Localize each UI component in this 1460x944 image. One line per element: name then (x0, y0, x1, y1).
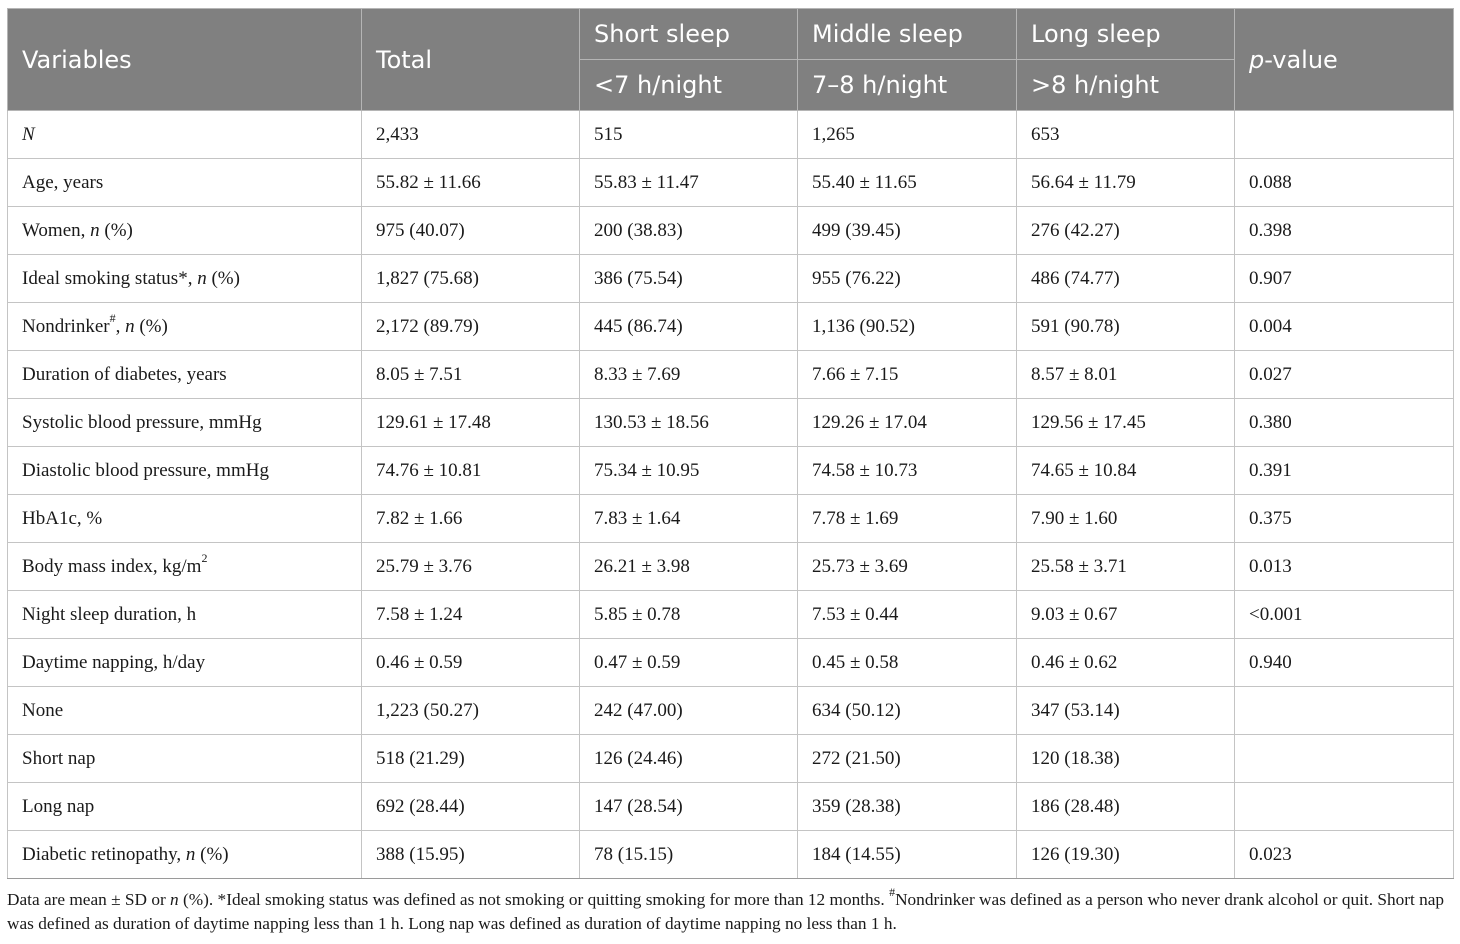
cell-middle-sleep: 499 (39.45) (798, 207, 1017, 255)
variable-post: (%) (99, 219, 133, 241)
footnote-part-2: (%). *Ideal smoking status was defined as not smoking or quitting smoking for more than 12 months. (178, 890, 890, 909)
footnote-part-3: Nondrinker was defined as a person who never drank alcohol or quit. Short nap was defined as duration of daytime napping less than 1 h. Long nap was defined as duration of daytime napping no less than 1 h. (7, 890, 1445, 933)
variable-sup: 2 (201, 551, 208, 566)
variable-text: Long nap (22, 795, 95, 817)
table-body (8, 111, 1454, 879)
cell-short-sleep: 445 (86.74) (580, 303, 798, 351)
cell-middle-sleep: 955 (76.22) (798, 255, 1017, 303)
cell-variable (8, 591, 362, 639)
variable-sup: # (109, 311, 116, 326)
variable-post: (%) (134, 315, 168, 337)
cell-variable (8, 159, 362, 207)
variable-text: Diastolic blood pressure, mmHg (22, 459, 269, 481)
cell-total: 2,433 (362, 111, 580, 159)
cell-long-sleep: 126 (19.30) (1017, 831, 1235, 879)
cell-p-value: 0.380 (1235, 399, 1454, 447)
variable-pre: Diabetic retinopathy, (22, 843, 186, 865)
variable-text: Age, years (22, 171, 104, 193)
table-row (8, 495, 1454, 543)
cell-p-value: 0.391 (1235, 447, 1454, 495)
cell-short-sleep: 242 (47.00) (580, 687, 798, 735)
cell-p-value (1235, 783, 1454, 831)
footnote-hash-mark: # (889, 885, 896, 900)
cell-p-value: 0.088 (1235, 159, 1454, 207)
table-row (8, 351, 1454, 399)
variable-it: n (197, 267, 207, 289)
cell-middle-sleep: 0.45 ± 0.58 (798, 639, 1017, 687)
table-row (8, 399, 1454, 447)
cell-p-value: 0.398 (1235, 207, 1454, 255)
cell-middle-sleep: 129.26 ± 17.04 (798, 399, 1017, 447)
variable-it: n (90, 219, 100, 241)
cell-long-sleep: 9.03 ± 0.67 (1017, 591, 1235, 639)
cell-long-sleep: 129.56 ± 17.45 (1017, 399, 1235, 447)
variable-text: Short nap (22, 747, 96, 769)
cell-total: 975 (40.07) (362, 207, 580, 255)
cell-variable (8, 399, 362, 447)
cell-variable (8, 207, 362, 255)
cell-middle-sleep: 25.73 ± 3.69 (798, 543, 1017, 591)
variable-post: (%) (206, 267, 240, 289)
cell-middle-sleep: 55.40 ± 11.65 (798, 159, 1017, 207)
header-variables: Variables (8, 9, 362, 111)
cell-middle-sleep: 272 (21.50) (798, 735, 1017, 783)
cell-variable (8, 783, 362, 831)
cell-variable (8, 735, 362, 783)
cell-middle-sleep: 184 (14.55) (798, 831, 1017, 879)
cell-variable (8, 639, 362, 687)
cell-long-sleep: 56.64 ± 11.79 (1017, 159, 1235, 207)
variable-it: n (185, 843, 196, 865)
cell-p-value: 0.375 (1235, 495, 1454, 543)
cell-short-sleep: 130.53 ± 18.56 (580, 399, 798, 447)
cell-variable (8, 447, 362, 495)
cell-short-sleep: 78 (15.15) (580, 831, 798, 879)
table-row (8, 543, 1454, 591)
variable-text: HbA1c, % (22, 507, 103, 529)
variable-text: Daytime napping, h/day (22, 651, 206, 673)
cell-short-sleep: 147 (28.54) (580, 783, 798, 831)
cell-total: 388 (15.95) (362, 831, 580, 879)
header-long-sleep-range: >8 h/night (1017, 60, 1235, 111)
cell-variable (8, 111, 362, 159)
cell-variable (8, 543, 362, 591)
cell-total: 2,172 (89.79) (362, 303, 580, 351)
cell-p-value (1235, 735, 1454, 783)
cell-p-value: 0.907 (1235, 255, 1454, 303)
header-short-sleep: Short sleep (580, 9, 798, 60)
cell-total: 0.46 ± 0.59 (362, 639, 580, 687)
cell-long-sleep: 276 (42.27) (1017, 207, 1235, 255)
header-short-sleep-range: <7 h/night (580, 60, 798, 111)
header-total: Total (362, 9, 580, 111)
cell-variable (8, 831, 362, 879)
baseline-characteristics-table (7, 8, 1454, 879)
variable-text: Duration of diabetes, years (22, 363, 227, 385)
table-row (8, 111, 1454, 159)
variable-text: None (22, 699, 64, 721)
cell-p-value: 0.940 (1235, 639, 1454, 687)
cell-total: 8.05 ± 7.51 (362, 351, 580, 399)
cell-long-sleep: 186 (28.48) (1017, 783, 1235, 831)
cell-short-sleep: 515 (580, 111, 798, 159)
header-long-sleep: Long sleep (1017, 9, 1235, 60)
table-row (8, 159, 1454, 207)
cell-p-value: 0.013 (1235, 543, 1454, 591)
cell-long-sleep: 591 (90.78) (1017, 303, 1235, 351)
cell-total: 55.82 ± 11.66 (362, 159, 580, 207)
header-p-italic: p (1249, 45, 1265, 74)
cell-p-value: 0.023 (1235, 831, 1454, 879)
cell-long-sleep: 653 (1017, 111, 1235, 159)
table-row (8, 639, 1454, 687)
cell-short-sleep: 75.34 ± 10.95 (580, 447, 798, 495)
cell-total: 692 (28.44) (362, 783, 580, 831)
table-container (7, 8, 1453, 879)
cell-variable (8, 351, 362, 399)
table-row (8, 687, 1454, 735)
table-row (8, 735, 1454, 783)
variable-pre: Women, (22, 219, 91, 241)
cell-total: 74.76 ± 10.81 (362, 447, 580, 495)
variable-pre: Nondrinker (22, 315, 110, 337)
cell-middle-sleep: 359 (28.38) (798, 783, 1017, 831)
footnote-n-italic: n (170, 890, 179, 909)
cell-middle-sleep: 7.53 ± 0.44 (798, 591, 1017, 639)
variable-post: (%) (195, 843, 229, 865)
cell-variable (8, 687, 362, 735)
cell-middle-sleep: 7.78 ± 1.69 (798, 495, 1017, 543)
header-middle-sleep: Middle sleep (798, 9, 1017, 60)
variable-pre: Body mass index, kg/m (22, 555, 202, 577)
variable-text: N (22, 123, 35, 145)
cell-long-sleep: 7.90 ± 1.60 (1017, 495, 1235, 543)
cell-short-sleep: 126 (24.46) (580, 735, 798, 783)
cell-total: 25.79 ± 3.76 (362, 543, 580, 591)
cell-short-sleep: 5.85 ± 0.78 (580, 591, 798, 639)
variable-text: Night sleep duration, h (22, 603, 197, 625)
cell-total: 129.61 ± 17.48 (362, 399, 580, 447)
cell-long-sleep: 486 (74.77) (1017, 255, 1235, 303)
table-row (8, 831, 1454, 879)
footnote-part-1: Data are mean ± SD or (7, 890, 171, 909)
cell-total: 7.58 ± 1.24 (362, 591, 580, 639)
table-row (8, 447, 1454, 495)
table-row (8, 255, 1454, 303)
cell-middle-sleep: 634 (50.12) (798, 687, 1017, 735)
cell-short-sleep: 386 (75.54) (580, 255, 798, 303)
table-row (8, 591, 1454, 639)
cell-total: 1,223 (50.27) (362, 687, 580, 735)
cell-p-value: 0.027 (1235, 351, 1454, 399)
cell-short-sleep: 55.83 ± 11.47 (580, 159, 798, 207)
variable-pre: Ideal smoking status*, (22, 267, 198, 289)
cell-total: 518 (21.29) (362, 735, 580, 783)
cell-p-value (1235, 687, 1454, 735)
table-row (8, 783, 1454, 831)
cell-total: 7.82 ± 1.66 (362, 495, 580, 543)
header-p-value (1235, 9, 1454, 111)
variable-mid: , (115, 315, 126, 337)
cell-total: 1,827 (75.68) (362, 255, 580, 303)
header-p-rest: -value (1264, 45, 1338, 74)
cell-variable (8, 303, 362, 351)
variable-it: n (125, 315, 135, 337)
cell-short-sleep: 26.21 ± 3.98 (580, 543, 798, 591)
table-header (8, 9, 1454, 111)
cell-short-sleep: 0.47 ± 0.59 (580, 639, 798, 687)
cell-short-sleep: 200 (38.83) (580, 207, 798, 255)
variable-text: Systolic blood pressure, mmHg (22, 411, 262, 433)
cell-p-value: 0.004 (1235, 303, 1454, 351)
cell-middle-sleep: 1,136 (90.52) (798, 303, 1017, 351)
cell-variable (8, 495, 362, 543)
header-middle-sleep-range: 7–8 h/night (798, 60, 1017, 111)
cell-middle-sleep: 7.66 ± 7.15 (798, 351, 1017, 399)
cell-p-value: <0.001 (1235, 591, 1454, 639)
cell-long-sleep: 8.57 ± 8.01 (1017, 351, 1235, 399)
cell-long-sleep: 0.46 ± 0.62 (1017, 639, 1235, 687)
cell-variable (8, 255, 362, 303)
table-row (8, 303, 1454, 351)
cell-middle-sleep: 1,265 (798, 111, 1017, 159)
cell-long-sleep: 25.58 ± 3.71 (1017, 543, 1235, 591)
table-row (8, 207, 1454, 255)
table-footnote (7, 885, 1457, 936)
cell-short-sleep: 7.83 ± 1.64 (580, 495, 798, 543)
cell-short-sleep: 8.33 ± 7.69 (580, 351, 798, 399)
cell-long-sleep: 347 (53.14) (1017, 687, 1235, 735)
cell-long-sleep: 120 (18.38) (1017, 735, 1235, 783)
cell-middle-sleep: 74.58 ± 10.73 (798, 447, 1017, 495)
cell-p-value (1235, 111, 1454, 159)
cell-long-sleep: 74.65 ± 10.84 (1017, 447, 1235, 495)
